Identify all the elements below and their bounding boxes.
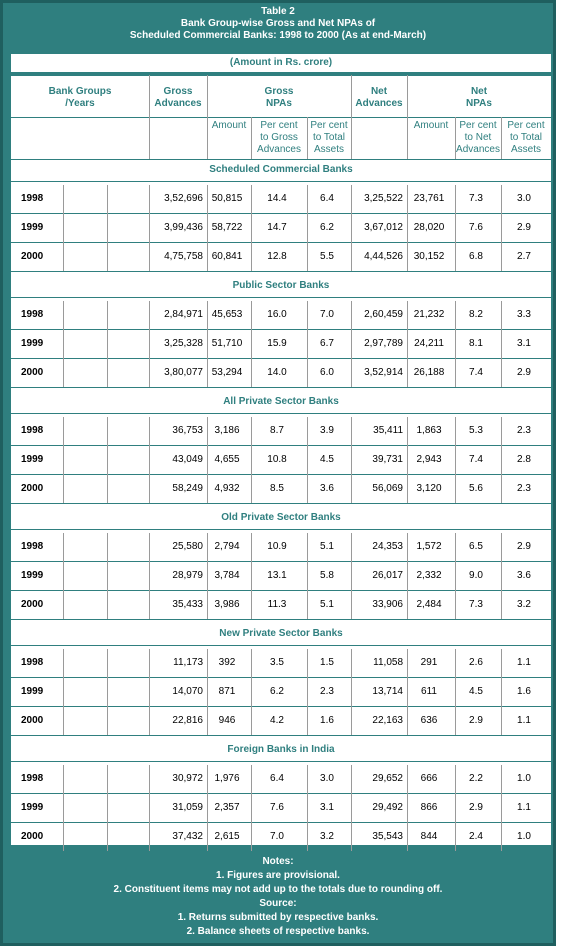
table-cell: 58,249 xyxy=(172,483,203,494)
table-title xyxy=(3,3,553,51)
table-cell: 6.8 xyxy=(469,251,483,262)
table-cell: 3.0 xyxy=(517,193,531,204)
row-year: 2000 xyxy=(21,251,44,262)
grid-line xyxy=(251,765,252,851)
grid-line xyxy=(11,761,551,762)
grid-line xyxy=(107,301,108,387)
grid-line xyxy=(351,765,352,851)
grid-line xyxy=(251,533,252,619)
table-cell: 2,332 xyxy=(416,570,442,581)
table-cell: 2,357 xyxy=(214,802,240,813)
notes-block xyxy=(3,849,553,945)
table-cell: 2,97,789 xyxy=(364,338,403,349)
row-year: 2000 xyxy=(21,367,44,378)
table-cell: 1.6 xyxy=(517,686,531,697)
grid-line xyxy=(11,445,551,446)
grid-line xyxy=(307,417,308,503)
grid-line xyxy=(351,75,352,159)
table-cell: 1,572 xyxy=(416,541,442,552)
table-title-line: Bank Group-wise Gross and Net NPAs of xyxy=(180,18,376,29)
table-cell: 7.0 xyxy=(270,831,284,842)
table-cell: 7.6 xyxy=(270,802,284,813)
grid-line xyxy=(351,533,352,619)
column-header-net-npas: Net xyxy=(470,86,488,97)
column-header-years: /Years xyxy=(65,98,95,109)
grid-line xyxy=(11,358,551,359)
row-year: 1998 xyxy=(21,657,44,668)
table-cell: 3.3 xyxy=(517,309,531,320)
grid-line xyxy=(207,765,208,851)
table-cell: 8.5 xyxy=(270,483,284,494)
table-cell: 5.8 xyxy=(320,570,334,581)
table-cell: 33,906 xyxy=(372,599,403,610)
table-cell: 8.2 xyxy=(469,309,483,320)
notes-label: Notes: xyxy=(262,856,294,867)
table-cell: 3.0 xyxy=(320,773,334,784)
section-heading: Scheduled Commercial Banks xyxy=(209,164,353,175)
grid-line xyxy=(501,301,502,387)
grid-line xyxy=(11,75,551,76)
row-year: 1999 xyxy=(21,338,44,349)
grid-line xyxy=(11,387,551,388)
grid-line xyxy=(11,793,551,794)
grid-line xyxy=(11,474,551,475)
grid-line xyxy=(11,329,551,330)
row-year: 2000 xyxy=(21,599,44,610)
grid-line xyxy=(107,533,108,619)
table-cell: 844 xyxy=(420,831,438,842)
table-cell: 5.6 xyxy=(469,483,483,494)
table-cell: 15.9 xyxy=(267,338,287,349)
table-cell: 23,761 xyxy=(413,193,445,204)
table-cell: 4,44,526 xyxy=(364,251,403,262)
table-cell: 2.4 xyxy=(469,831,483,842)
table-cell: 1.1 xyxy=(517,715,531,726)
table-cell: 1,863 xyxy=(416,425,442,436)
table-cell: 4.2 xyxy=(270,715,284,726)
table-cell: 2,615 xyxy=(214,831,240,842)
table-cell: 25,580 xyxy=(172,541,203,552)
column-header-net-npas: NPAs xyxy=(466,98,492,109)
table-cell: 14,070 xyxy=(172,686,203,697)
table-cell: 392 xyxy=(218,657,236,668)
table-cell: 13.1 xyxy=(267,570,287,581)
row-year: 1999 xyxy=(21,454,44,465)
table-cell: 666 xyxy=(420,773,438,784)
table-cell: 6.4 xyxy=(270,773,284,784)
table-cell: 2,943 xyxy=(416,454,442,465)
table-cell: 2.6 xyxy=(469,657,483,668)
column-header-gross-npas: Gross xyxy=(264,86,294,97)
subheader-pct-net-advances: to Net xyxy=(464,132,492,143)
table-cell: 2.9 xyxy=(469,802,483,813)
grid-line xyxy=(11,181,551,182)
table-cell: 3,986 xyxy=(214,599,240,610)
table-cell: 13,714 xyxy=(372,686,403,697)
table-cell: 7.3 xyxy=(469,193,483,204)
table-cell: 28,020 xyxy=(413,222,445,233)
table-cell: 30,152 xyxy=(413,251,445,262)
table-cell: 30,972 xyxy=(172,773,203,784)
table-cell: 3,25,328 xyxy=(164,338,203,349)
table-cell: 14.7 xyxy=(267,222,287,233)
grid-line xyxy=(149,649,150,735)
grid-line xyxy=(107,765,108,851)
grid-line xyxy=(251,185,252,271)
table-cell: 43,049 xyxy=(172,454,203,465)
grid-line xyxy=(307,765,308,851)
subheader-pct-total-assets: to Total xyxy=(312,132,346,143)
table-cell: 22,816 xyxy=(172,715,203,726)
table-cell: 56,069 xyxy=(372,483,403,494)
table-cell: 3.2 xyxy=(517,599,531,610)
row-year: 1999 xyxy=(21,222,44,233)
table-cell: 1.1 xyxy=(517,657,531,668)
grid-line xyxy=(207,649,208,735)
grid-line xyxy=(11,619,551,620)
grid-line xyxy=(307,649,308,735)
section-heading: All Private Sector Banks xyxy=(223,396,339,407)
note-item: 1. Figures are provisional. xyxy=(216,870,340,881)
table-cell: 3,52,914 xyxy=(364,367,403,378)
table-cell: 3,25,522 xyxy=(364,193,403,204)
grid-line xyxy=(501,185,502,271)
table-cell: 6.4 xyxy=(320,193,334,204)
table-cell: 7.0 xyxy=(320,309,334,320)
grid-line xyxy=(63,185,64,271)
subheader-pct-total-assets: Per cent xyxy=(310,120,348,131)
table-cell: 5.3 xyxy=(469,425,483,436)
grid-line xyxy=(307,533,308,619)
data-table xyxy=(11,75,551,845)
table-cell: 4,75,758 xyxy=(164,251,203,262)
grid-line xyxy=(11,503,551,504)
grid-line xyxy=(11,529,551,530)
table-cell: 53,294 xyxy=(211,367,243,378)
subheader-amount: Amount xyxy=(211,120,247,131)
grid-line xyxy=(455,185,456,271)
table-cell: 4.5 xyxy=(469,686,483,697)
source-item: 2. Balance sheets of respective banks. xyxy=(186,926,370,937)
subheader-pct-gross-advances: Advances xyxy=(257,144,301,155)
table-cell: 50,815 xyxy=(211,193,243,204)
table-cell: 8.1 xyxy=(469,338,483,349)
section-heading: Old Private Sector Banks xyxy=(221,512,341,523)
table-cell: 2.2 xyxy=(469,773,483,784)
grid-line xyxy=(149,185,150,271)
table-cell: 4.5 xyxy=(320,454,334,465)
table-cell: 1.5 xyxy=(320,657,334,668)
table-cell: 6.5 xyxy=(469,541,483,552)
grid-line xyxy=(501,417,502,503)
grid-line xyxy=(455,417,456,503)
source-item: 1. Returns submitted by respective banks. xyxy=(177,912,379,923)
row-year: 1999 xyxy=(21,686,44,697)
grid-line xyxy=(11,297,551,298)
table-cell: 946 xyxy=(218,715,236,726)
grid-line xyxy=(149,75,150,159)
table-cell: 26,188 xyxy=(413,367,445,378)
row-year: 1998 xyxy=(21,309,44,320)
table-cell: 2,84,971 xyxy=(164,309,203,320)
table-cell: 26,017 xyxy=(372,570,403,581)
table-cell: 37,432 xyxy=(172,831,203,842)
subheader-pct-net-advances: Per cent xyxy=(459,120,497,131)
table-cell: 3,784 xyxy=(214,570,240,581)
grid-line xyxy=(407,417,408,503)
table-cell: 3,120 xyxy=(416,483,442,494)
table-cell: 6.0 xyxy=(320,367,334,378)
table-cell: 1,976 xyxy=(214,773,240,784)
table-cell: 2.3 xyxy=(320,686,334,697)
table-cell: 3.2 xyxy=(320,831,334,842)
table-cell: 36,753 xyxy=(172,425,203,436)
table-cell: 6.2 xyxy=(270,686,284,697)
grid-line xyxy=(11,735,551,736)
table-cell: 2.3 xyxy=(517,425,531,436)
table-cell: 39,731 xyxy=(372,454,403,465)
table-cell: 5.5 xyxy=(320,251,334,262)
column-header-net-advances: Advances xyxy=(355,98,403,109)
table-cell: 29,492 xyxy=(372,802,403,813)
table-cell: 8.7 xyxy=(270,425,284,436)
grid-line xyxy=(307,185,308,271)
table-cell: 7.4 xyxy=(469,454,483,465)
table-cell: 1.1 xyxy=(517,802,531,813)
grid-line xyxy=(455,533,456,619)
grid-line xyxy=(11,677,551,678)
table-cell: 3.9 xyxy=(320,425,334,436)
row-year: 1999 xyxy=(21,570,44,581)
grid-line xyxy=(351,649,352,735)
column-header-gross-advances: Gross xyxy=(163,86,193,97)
grid-line xyxy=(11,117,551,118)
table-cell: 31,059 xyxy=(172,802,203,813)
grid-line xyxy=(407,75,408,159)
grid-line xyxy=(407,649,408,735)
section-heading: New Private Sector Banks xyxy=(219,628,343,639)
subheader-pct-gross-advances: to Gross xyxy=(260,132,298,143)
table-cell: 5.1 xyxy=(320,599,334,610)
grid-line xyxy=(107,649,108,735)
grid-line xyxy=(251,649,252,735)
subheader-pct-gross-advances: Per cent xyxy=(260,120,298,131)
table-cell: 35,411 xyxy=(373,425,403,436)
table-cell: 11.3 xyxy=(267,599,287,610)
grid-line xyxy=(11,413,551,414)
table-cell: 14.4 xyxy=(267,193,287,204)
table-cell: 24,353 xyxy=(372,541,403,552)
table-cell: 4,932 xyxy=(214,483,240,494)
grid-line xyxy=(11,645,551,646)
grid-line xyxy=(251,117,252,159)
table-cell: 2.3 xyxy=(517,483,531,494)
grid-line xyxy=(251,417,252,503)
table-cell: 7.4 xyxy=(469,367,483,378)
row-year: 1999 xyxy=(21,802,44,813)
table-cell: 871 xyxy=(218,686,236,697)
table-cell: 29,652 xyxy=(372,773,403,784)
grid-line xyxy=(207,417,208,503)
grid-line xyxy=(407,533,408,619)
subheader-pct-net-advances: Advances xyxy=(456,144,500,155)
table-cell: 3.1 xyxy=(320,802,334,813)
table-cell: 6.7 xyxy=(320,338,334,349)
grid-line xyxy=(351,185,352,271)
table-cell: 16.0 xyxy=(267,309,287,320)
row-year: 2000 xyxy=(21,483,44,494)
subheader-pct-total-assets: Assets xyxy=(510,144,541,155)
table-cell: 2.7 xyxy=(517,251,531,262)
grid-line xyxy=(307,117,308,159)
table-cell: 2.9 xyxy=(517,541,531,552)
row-year: 2000 xyxy=(21,831,44,842)
grid-line xyxy=(63,765,64,851)
table-cell: 10.8 xyxy=(267,454,287,465)
note-item: 2. Constituent items may not add up to the totals due to rounding off. xyxy=(113,884,443,895)
column-header-net-advances: Net xyxy=(370,86,388,97)
table-cell: 3.1 xyxy=(517,338,531,349)
subheader-pct-total-assets: to Total xyxy=(509,132,543,143)
table-cell: 12.8 xyxy=(267,251,287,262)
table-cell: 11,058 xyxy=(373,657,403,668)
table-cell: 22,163 xyxy=(372,715,403,726)
table-cell: 1.6 xyxy=(320,715,334,726)
table-cell: 3,80,077 xyxy=(164,367,203,378)
table-cell: 28,979 xyxy=(172,570,203,581)
grid-line xyxy=(11,242,551,243)
table-cell: 291 xyxy=(420,657,438,668)
table-cell: 2.9 xyxy=(517,222,531,233)
table-cell: 7.6 xyxy=(469,222,483,233)
grid-line xyxy=(11,271,551,272)
grid-line xyxy=(11,590,551,591)
grid-line xyxy=(207,301,208,387)
section-heading: Foreign Banks in India xyxy=(227,744,335,755)
table-cell: 2.9 xyxy=(469,715,483,726)
column-header-bank-groups: Bank Groups xyxy=(48,86,112,97)
table-cell: 3,67,012 xyxy=(364,222,403,233)
table-cell: 45,653 xyxy=(211,309,243,320)
grid-line xyxy=(455,301,456,387)
row-year: 1998 xyxy=(21,425,44,436)
table-cell: 2,484 xyxy=(416,599,442,610)
table-cell: 9.0 xyxy=(469,570,483,581)
grid-line xyxy=(11,213,551,214)
table-cell: 10.9 xyxy=(267,541,287,552)
table-cell: 3.6 xyxy=(320,483,334,494)
table-cell: 611 xyxy=(421,686,437,697)
table-cell: 4,655 xyxy=(214,454,240,465)
table-cell: 58,722 xyxy=(211,222,243,233)
grid-line xyxy=(107,185,108,271)
table-cell: 3,99,436 xyxy=(164,222,203,233)
grid-line xyxy=(501,649,502,735)
grid-line xyxy=(207,75,208,159)
table-cell: 51,710 xyxy=(211,338,243,349)
table-cell: 3.5 xyxy=(270,657,284,668)
table-cell: 866 xyxy=(420,802,438,813)
table-cell: 5.1 xyxy=(320,541,334,552)
table-cell: 14.0 xyxy=(267,367,287,378)
table-cell: 60,841 xyxy=(211,251,243,262)
grid-line xyxy=(149,417,150,503)
table-cell: 35,433 xyxy=(172,599,203,610)
row-year: 1998 xyxy=(21,193,44,204)
table-cell: 35,543 xyxy=(372,831,403,842)
table-cell: 2,60,459 xyxy=(364,309,403,320)
grid-line xyxy=(11,706,551,707)
table-cell: 1.0 xyxy=(517,831,531,842)
grid-line xyxy=(63,533,64,619)
grid-line xyxy=(455,765,456,851)
table-cell: 24,211 xyxy=(414,338,444,349)
grid-line xyxy=(63,417,64,503)
grid-line xyxy=(407,765,408,851)
grid-line xyxy=(407,301,408,387)
grid-line xyxy=(149,533,150,619)
table-cell: 11,173 xyxy=(173,657,203,668)
grid-line xyxy=(455,649,456,735)
amount-unit-note: (Amount in Rs. crore) xyxy=(11,54,551,72)
table-cell: 3,186 xyxy=(214,425,240,436)
table-cell: 636 xyxy=(420,715,438,726)
grid-line xyxy=(307,301,308,387)
table-cell: 3,52,696 xyxy=(164,193,203,204)
grid-line xyxy=(351,301,352,387)
grid-line xyxy=(11,822,551,823)
row-year: 1998 xyxy=(21,541,44,552)
table-cell: 3.6 xyxy=(517,570,531,581)
grid-line xyxy=(501,117,502,159)
section-heading: Public Sector Banks xyxy=(232,280,330,291)
table-cell: 2.8 xyxy=(517,454,531,465)
table-cell: 6.2 xyxy=(320,222,334,233)
column-header-gross-npas: NPAs xyxy=(266,98,292,109)
source-label: Source: xyxy=(259,898,297,909)
grid-line xyxy=(149,301,150,387)
table-cell: 1.0 xyxy=(517,773,531,784)
table-title-line: Scheduled Commercial Banks: 1998 to 2000 (As at end-March) xyxy=(129,30,427,41)
grid-line xyxy=(207,185,208,271)
grid-line xyxy=(251,301,252,387)
row-year: 2000 xyxy=(21,715,44,726)
table-cell: 2,794 xyxy=(214,541,240,552)
table-number: Table 2 xyxy=(261,6,295,17)
subheader-pct-total-assets: Per cent xyxy=(507,120,545,131)
grid-line xyxy=(455,117,456,159)
grid-line xyxy=(149,765,150,851)
grid-line xyxy=(63,649,64,735)
grid-line xyxy=(63,301,64,387)
grid-line xyxy=(407,185,408,271)
row-year: 1998 xyxy=(21,773,44,784)
table-cell: 7.3 xyxy=(469,599,483,610)
grid-line xyxy=(351,417,352,503)
subheader-amount: Amount xyxy=(413,120,449,131)
table-cell: 21,232 xyxy=(413,309,445,320)
grid-line xyxy=(501,533,502,619)
grid-line xyxy=(501,765,502,851)
grid-line xyxy=(207,533,208,619)
column-header-gross-advances: Advances xyxy=(154,98,202,109)
grid-line xyxy=(107,417,108,503)
grid-line xyxy=(11,561,551,562)
table-cell: 2.9 xyxy=(517,367,531,378)
subheader-pct-total-assets: Assets xyxy=(313,144,344,155)
